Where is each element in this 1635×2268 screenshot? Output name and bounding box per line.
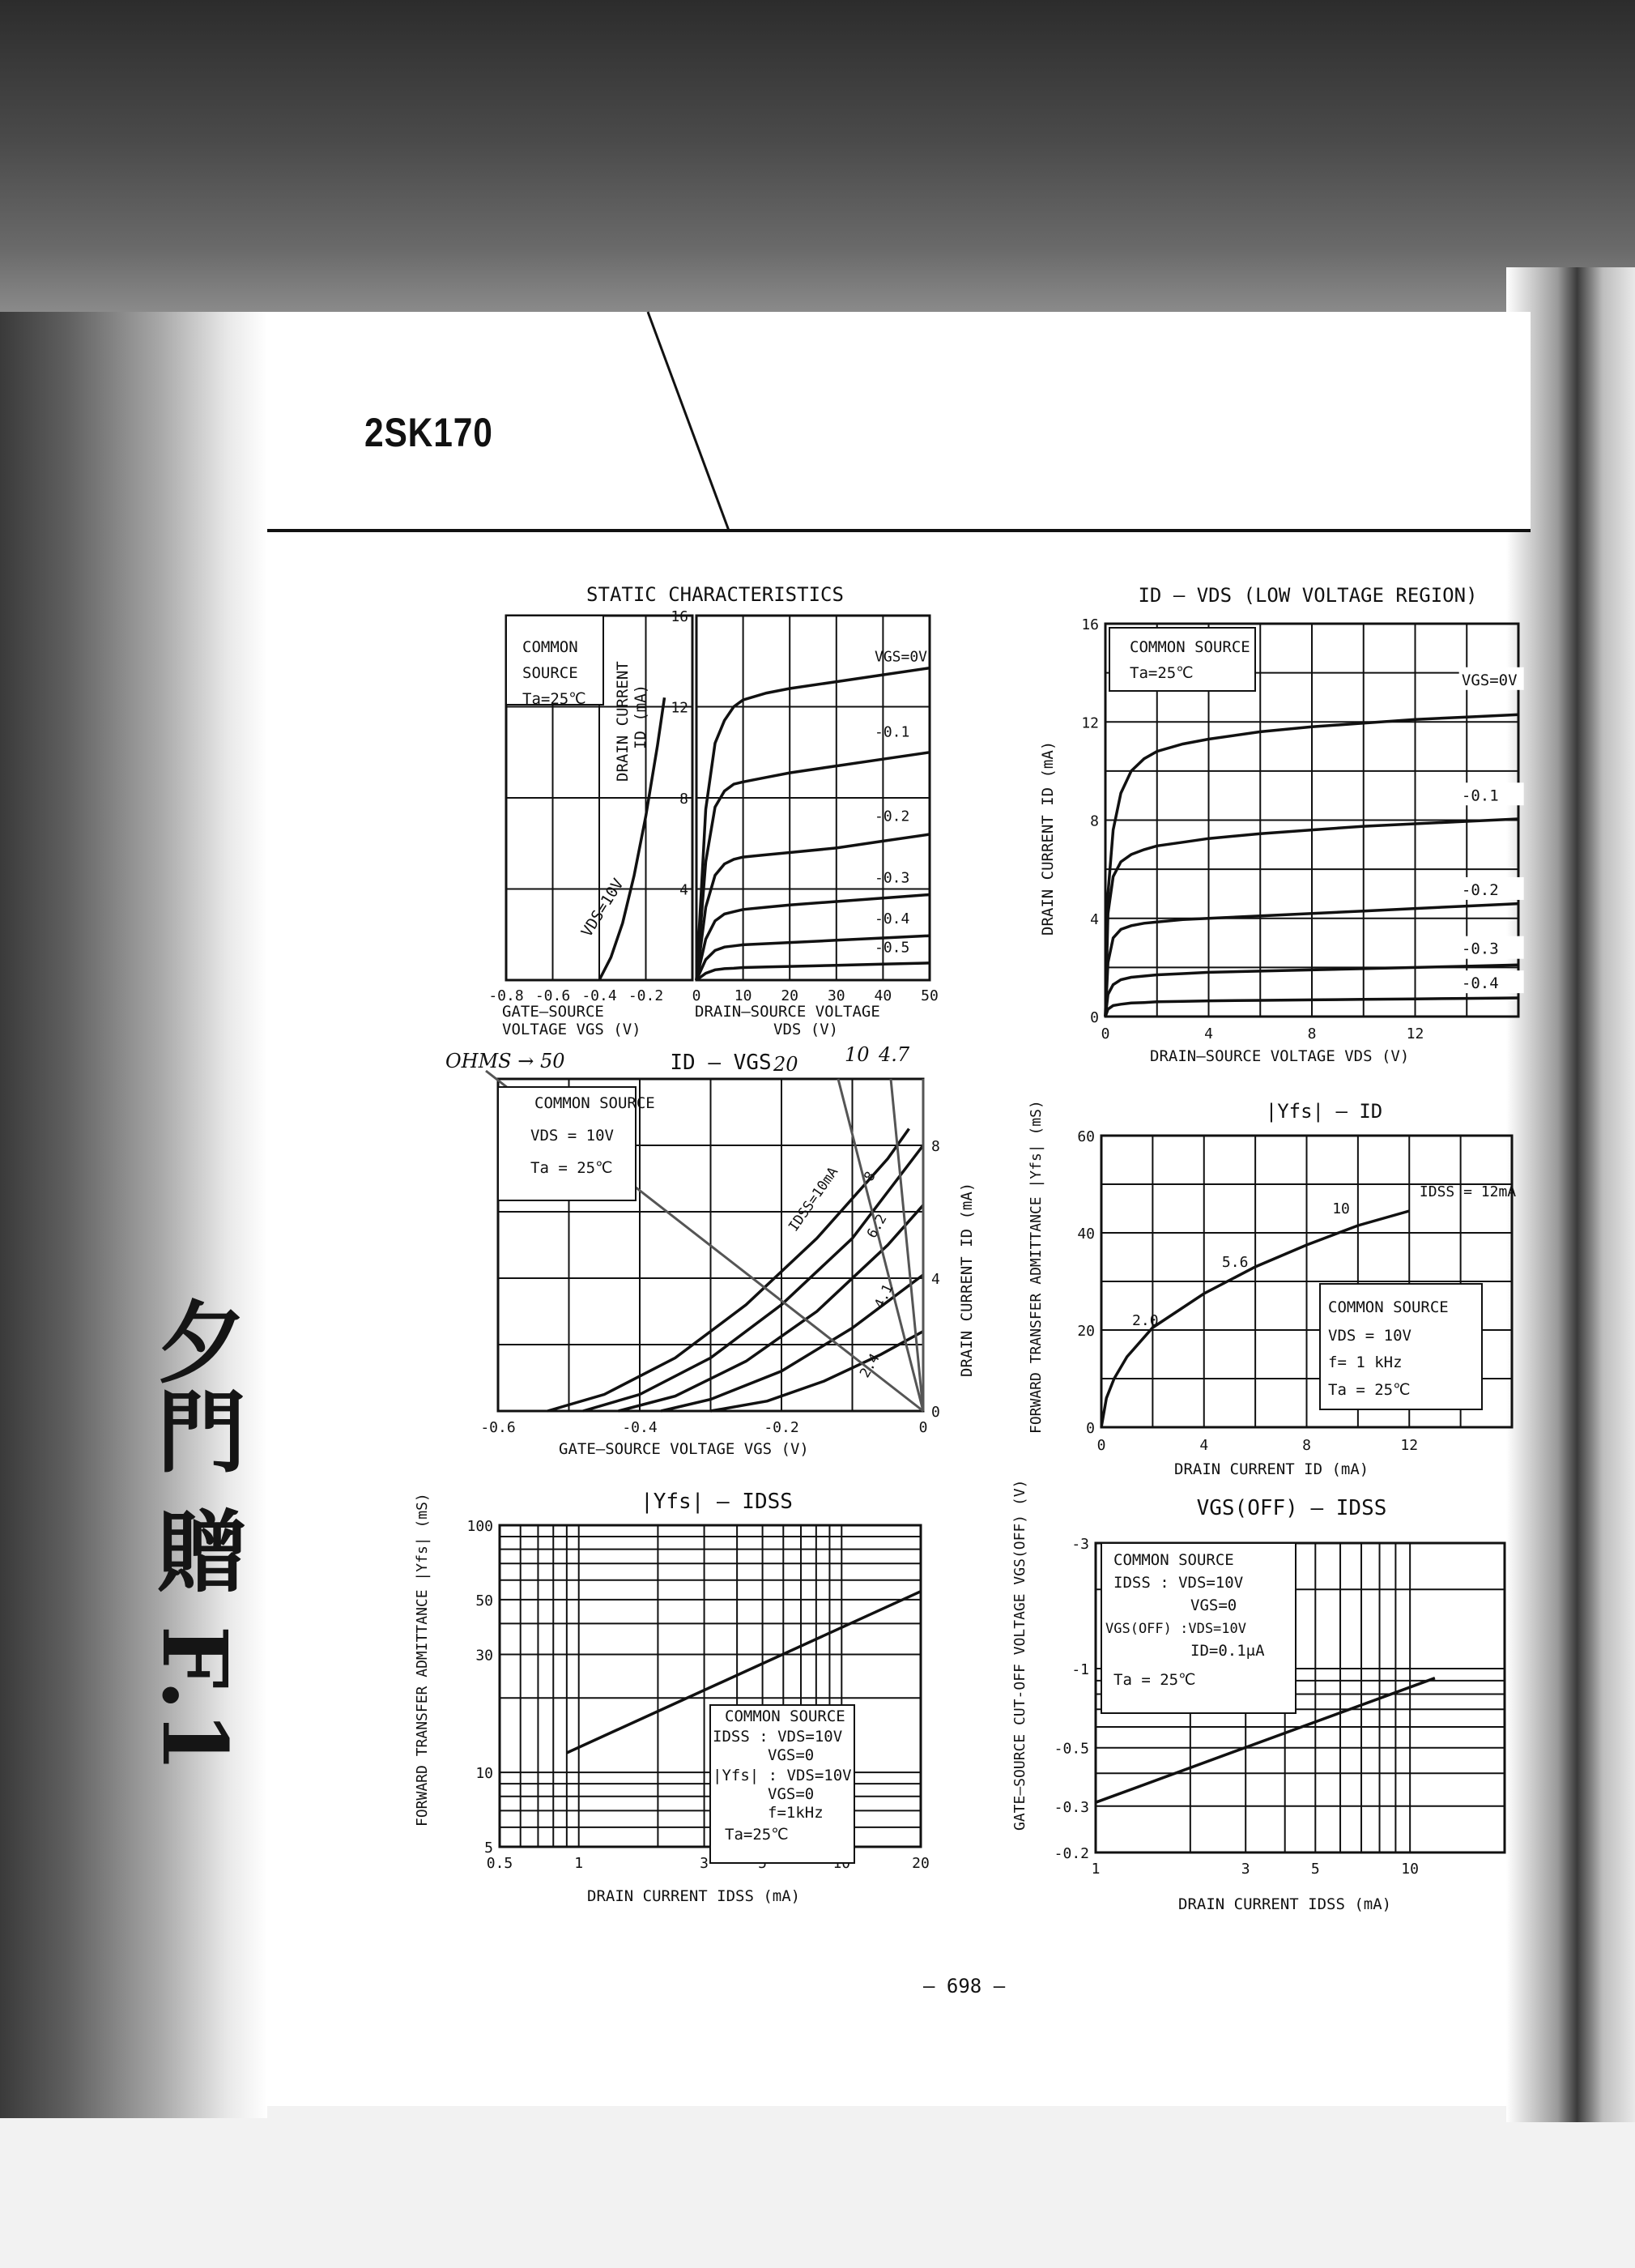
- annotation-line: ID=0.1μA: [1190, 1642, 1265, 1660]
- y-tick-label: -0.3: [1054, 1798, 1089, 1816]
- y-tick-label: 16: [1081, 616, 1099, 633]
- y-tick-label: 4: [679, 881, 688, 899]
- output-curve: [696, 963, 930, 980]
- x-tick-label: 40: [874, 987, 892, 1004]
- annotation-line: Ta = 25℃: [1328, 1381, 1411, 1399]
- series-label: -0.4: [875, 910, 910, 928]
- x-tick-label: 20: [781, 987, 799, 1004]
- annotation-line: VGS=0: [1190, 1597, 1237, 1614]
- annotation-line: Ta=25℃: [725, 1826, 789, 1844]
- handwritten-note: 夕門 贈 F.1: [143, 1296, 247, 1773]
- annotation-line: |Yfs| : VDS=10V: [713, 1767, 852, 1784]
- point-label: 10: [1332, 1200, 1350, 1217]
- x-tick-label: -0.6: [534, 987, 571, 1004]
- x-tick-label: 3: [700, 1855, 709, 1872]
- y-tick-label: 30: [475, 1647, 493, 1665]
- annotation-line: f=1kHz: [768, 1804, 824, 1822]
- y-tick-label: 50: [475, 1592, 493, 1609]
- header-slant-line: [640, 312, 737, 535]
- x-axis-label: DRAIN CURRENT ID (mA): [1174, 1460, 1369, 1478]
- y-tick-label: 0: [1086, 1420, 1095, 1437]
- x-tick-label: -0.6: [480, 1419, 516, 1436]
- chart-yfs-id: [1016, 1094, 1526, 1482]
- series-label: VGS=0V: [875, 648, 928, 666]
- x-label-line: VDS (V): [773, 1021, 839, 1038]
- x-tick-label: -0.4: [581, 987, 617, 1004]
- x-tick-label: 4: [1199, 1437, 1209, 1454]
- annotation-line: Ta = 25℃: [1113, 1671, 1196, 1689]
- series-label: 6.2: [863, 1211, 891, 1242]
- y-axis-label: FORWARD TRANSFER ADMITTANCE |Yfs| (mS): [1028, 1100, 1045, 1434]
- handwritten-mark: 4.7: [879, 1043, 910, 1066]
- x-tick-label: -0.2: [764, 1419, 799, 1436]
- output-curve: [696, 834, 930, 980]
- y-axis-label: GATE–SOURCE CUT-OFF VOLTAGE VGS(OFF) (V): [1011, 1479, 1028, 1831]
- y-label-line: DRAIN CURRENT: [614, 661, 632, 782]
- annotation-line: Ta = 25℃: [530, 1159, 613, 1177]
- header-rule: [267, 529, 1531, 532]
- x-label-line: DRAIN–SOURCE VOLTAGE: [695, 1003, 880, 1021]
- y-tick-label: 10: [475, 1765, 493, 1783]
- annotation-line: COMMON SOURCE: [1328, 1298, 1449, 1316]
- handwritten-mark: OHMS → 50: [445, 1050, 565, 1072]
- y-tick-label: -1: [1071, 1660, 1089, 1678]
- series-label: -0.2: [1461, 880, 1499, 899]
- chart-title: |Yfs| – ID: [1265, 1100, 1383, 1123]
- chart-id-vds-low-voltage: [1024, 579, 1526, 1081]
- annotation-line: COMMON SOURCE: [1113, 1551, 1234, 1569]
- x-tick-label: 1: [1091, 1861, 1101, 1878]
- series-label: -0.1: [1461, 787, 1499, 805]
- series-label: -0.5: [875, 939, 910, 957]
- x-tick-label: 12: [1400, 1437, 1419, 1454]
- chart-title: ID – VDS (LOW VOLTAGE REGION): [1138, 584, 1478, 607]
- handwritten-mark: 10: [845, 1043, 870, 1066]
- annotation-line: VGS=0: [768, 1746, 815, 1764]
- y-tick-label: 12: [671, 699, 688, 717]
- annotation-line: IDSS : VDS=10V: [713, 1728, 843, 1746]
- y-tick-label: 8: [1090, 812, 1099, 830]
- y-tick-label: 20: [1077, 1323, 1095, 1340]
- y-tick-label: -3: [1071, 1536, 1089, 1553]
- handwritten-load-line: [891, 1079, 923, 1411]
- x-tick-label: 0.5: [486, 1855, 513, 1872]
- transfer-curve: [711, 1332, 924, 1411]
- y-tick-label: 40: [1077, 1226, 1095, 1243]
- curve-label: VDS=10V: [577, 876, 628, 940]
- chart-vgsoff-idss: [996, 1479, 1526, 1928]
- x-tick-label: 10: [1401, 1861, 1419, 1878]
- x-tick-label: 3: [1241, 1861, 1250, 1878]
- x-tick-label: 0: [692, 987, 701, 1004]
- chart-yfs-idss: [409, 1482, 960, 1920]
- y-tick-label: 12: [1081, 714, 1099, 732]
- series-label: -0.2: [875, 808, 910, 825]
- y-axis-label: DRAIN CURRENT ID (mA): [1039, 740, 1057, 936]
- annotation-line: COMMON: [522, 638, 578, 656]
- x-tick-label: 5: [1310, 1861, 1320, 1878]
- annotation-line: COMMON SOURCE: [725, 1707, 845, 1725]
- series-label: 2.4: [857, 1350, 883, 1381]
- x-label-line: GATE–SOURCE: [502, 1003, 604, 1021]
- series-label: 8: [861, 1169, 879, 1184]
- y-axis-label: DRAIN CURRENT ID (mA): [958, 1182, 976, 1377]
- page-number: – 698 –: [923, 1975, 1006, 1997]
- part-number-title: 2SK170: [364, 410, 493, 455]
- series-label: -0.1: [875, 723, 910, 741]
- y-tick-label: 4: [931, 1271, 940, 1288]
- series-label: -0.3: [1461, 940, 1499, 958]
- x-label-line: VOLTAGE VGS (V): [502, 1021, 641, 1038]
- scan-shadow-top: [0, 0, 1635, 312]
- right-panel: [692, 616, 939, 1004]
- x-tick-label: 30: [827, 987, 845, 1004]
- x-tick-label: 4: [1204, 1025, 1213, 1042]
- x-tick-label: -0.8: [488, 987, 524, 1004]
- y-tick-label: 0: [1090, 1009, 1099, 1026]
- point-label: 5.6: [1221, 1254, 1249, 1271]
- annotation-line: VDS = 10V: [530, 1127, 614, 1145]
- y-tick-label: 60: [1077, 1128, 1095, 1145]
- series-label: VGS=0V: [1461, 671, 1518, 689]
- y-tick-label: -0.5: [1054, 1740, 1089, 1758]
- y-tick-label: 16: [671, 608, 688, 625]
- series-label: -0.4: [1461, 974, 1499, 993]
- series-label: IDSS=10mA: [786, 1164, 842, 1235]
- annotation-line: COMMON SOURCE: [1130, 638, 1250, 656]
- chart-title: |Yfs| – IDSS: [641, 1490, 793, 1514]
- annotation-line: Ta=25℃: [522, 690, 586, 708]
- x-tick-label: -0.2: [628, 987, 664, 1004]
- x-axis-label: DRAIN–SOURCE VOLTAGE VDS (V): [1150, 1047, 1410, 1065]
- y-axis-label: FORWARD TRANSFER ADMITTANCE |Yfs| (mS): [414, 1493, 431, 1827]
- scan-shadow-left: [0, 312, 267, 2118]
- x-tick-label: 8: [1302, 1437, 1311, 1454]
- y-tick-label: 100: [466, 1518, 493, 1535]
- annotation-line: COMMON SOURCE: [534, 1094, 655, 1112]
- x-axis-label: DRAIN CURRENT IDSS (mA): [1178, 1895, 1392, 1913]
- x-tick-label: 0: [1101, 1025, 1110, 1042]
- chart-id-vgs: [437, 1045, 988, 1466]
- annotation-line: VGS(OFF) :VDS=10V: [1105, 1621, 1246, 1637]
- y-tick-label: 5: [484, 1840, 493, 1857]
- x-axis-label: GATE–SOURCE VOLTAGE VGS (V): [559, 1440, 809, 1458]
- handwritten-mark: 20: [773, 1053, 798, 1076]
- x-tick-label: 0: [918, 1419, 928, 1436]
- annotation-line: VDS = 10V: [1328, 1327, 1411, 1345]
- x-tick-label: 10: [734, 987, 752, 1004]
- x-tick-label: 0: [1096, 1437, 1106, 1454]
- annotation-line: SOURCE: [522, 664, 578, 682]
- series-label: 4.1: [871, 1281, 897, 1311]
- y-tick-label: -0.2: [1054, 1845, 1089, 1862]
- y-tick-label: 0: [931, 1404, 940, 1421]
- x-tick-label: 8: [1307, 1025, 1317, 1042]
- x-tick-label: -0.4: [622, 1419, 658, 1436]
- annotation-line: IDSS : VDS=10V: [1113, 1574, 1244, 1592]
- y-label-line: ID (mA): [632, 684, 649, 749]
- y-tick-label: 4: [1090, 910, 1099, 928]
- annotation-line: f= 1 kHz: [1328, 1354, 1403, 1371]
- series-label: -0.3: [875, 869, 910, 887]
- chart-static-characteristics: [470, 579, 939, 1049]
- y-tick-label: 8: [931, 1138, 940, 1155]
- x-axis-label: DRAIN CURRENT IDSS (mA): [587, 1887, 801, 1905]
- x-tick-label: 12: [1406, 1025, 1424, 1042]
- x-tick-label: 20: [912, 1855, 930, 1872]
- y-axis-label: [614, 661, 649, 782]
- y-tick-label: 8: [679, 791, 688, 808]
- x-tick-label: 1: [574, 1855, 584, 1872]
- annotation-line: Ta=25℃: [1130, 664, 1194, 682]
- chart-title: STATIC CHARACTERISTICS: [586, 583, 844, 606]
- point-label: 2.0: [1132, 1312, 1159, 1329]
- chart-title: VGS(OFF) – IDSS: [1196, 1496, 1387, 1520]
- scan-margin-bottom: [0, 2098, 1635, 2268]
- x-tick-label: 50: [921, 987, 939, 1004]
- series-label: IDSS = 12mA: [1419, 1183, 1517, 1200]
- annotation-line: VGS=0: [768, 1785, 815, 1803]
- chart-title: ID – VGS: [670, 1051, 772, 1075]
